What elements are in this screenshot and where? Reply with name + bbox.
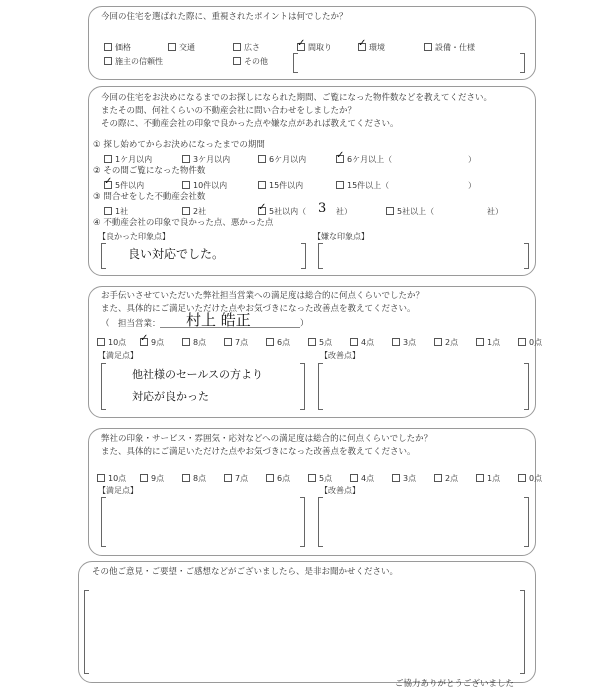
- checkbox[interactable]: [182, 207, 190, 215]
- staff-name-handwritten: 村上 皓正: [186, 311, 251, 329]
- checkbox[interactable]: [336, 181, 344, 189]
- staff-score-0[interactable]: [97, 337, 126, 348]
- choice-option-label: 環境: [369, 43, 385, 52]
- checkbox[interactable]: [104, 155, 112, 163]
- count-option-label: 5件以内: [115, 181, 145, 190]
- choice-option-1[interactable]: [168, 42, 195, 53]
- checkbox[interactable]: [434, 338, 442, 346]
- choice-option-5[interactable]: [424, 42, 475, 53]
- other-bracket-right: [520, 53, 525, 73]
- staff-score-3[interactable]: [224, 337, 248, 348]
- company-score-label: 6点: [277, 474, 291, 483]
- period-option-label: 3ケ月以内: [193, 155, 231, 164]
- checkbox[interactable]: [350, 338, 358, 346]
- section1-question: 今回の住宅を選ばれた際に、重視されたポイントは何でしたか？: [101, 12, 348, 22]
- staff-score-label: 1点: [487, 338, 501, 347]
- count-option-label: 15件以内: [269, 181, 304, 190]
- checkbox[interactable]: [182, 181, 190, 189]
- checkbox[interactable]: [140, 338, 148, 346]
- checkbox[interactable]: [104, 57, 112, 65]
- s3-improve-bracket-left: [318, 363, 323, 410]
- company-score-label: 8点: [193, 474, 207, 483]
- company-score-2[interactable]: [182, 473, 206, 484]
- s4-satisfied-label: 【満足点】: [98, 486, 138, 495]
- company-score-8[interactable]: [434, 473, 458, 484]
- company-score-5[interactable]: [308, 473, 332, 484]
- s3-satisfied-handwritten-1: 他社様のセールスの方より: [132, 368, 264, 381]
- checkbox[interactable]: [182, 338, 190, 346]
- staff-score-label: 0点: [529, 338, 543, 347]
- checkbox[interactable]: [168, 43, 176, 51]
- staff-score-10[interactable]: [518, 337, 542, 348]
- period-option-label: 6ケ月以内: [269, 155, 307, 164]
- company-score-1[interactable]: [140, 473, 164, 484]
- q3-unit-1: 社）: [336, 207, 352, 216]
- count-option-label: 15件以上（: [347, 181, 390, 190]
- checkbox[interactable]: [233, 57, 241, 65]
- company-option-3[interactable]: [386, 206, 434, 217]
- section3-intro-1: お手伝いさせていただいた弊社担当営業への満足度は総合的に何点くらいでしたか？: [101, 291, 425, 301]
- choice-option-label: 広さ: [244, 43, 260, 52]
- period-option-label: 6ケ月以上（: [347, 155, 393, 164]
- company-score-label: 10点: [108, 474, 127, 483]
- s4-improve-label: 【改善点】: [320, 486, 360, 495]
- bad-impression-label: 【嫌な印象点】: [313, 232, 369, 241]
- good-bracket-right: [301, 243, 306, 269]
- s3-satisfied-bracket-right: [300, 363, 305, 410]
- choice-option-label: 施主の信頼性: [115, 57, 163, 66]
- choice-option-label: 間取り: [308, 43, 332, 52]
- checkbox[interactable]: [392, 474, 400, 482]
- checkbox[interactable]: [297, 43, 305, 51]
- staff-score-4[interactable]: [266, 337, 290, 348]
- checkbox[interactable]: [224, 338, 232, 346]
- company-option-2[interactable]: [258, 206, 306, 217]
- company-score-label: 5点: [319, 474, 333, 483]
- s3-satisfied-label: 【満足点】: [98, 351, 138, 360]
- staff-score-label: 10点: [108, 338, 127, 347]
- company-score-7[interactable]: [392, 473, 416, 484]
- checkbox[interactable]: [258, 207, 266, 215]
- staff-name-underline: [160, 327, 300, 328]
- period-option-label: 1ケ月以内: [115, 155, 153, 164]
- company-score-3[interactable]: [224, 473, 248, 484]
- staff-prefix: （ 担当営業：: [101, 319, 161, 329]
- good-impression-label: 【良かった印象点】: [98, 232, 170, 241]
- count-option-1[interactable]: [182, 180, 227, 191]
- choice-option-2[interactable]: [233, 42, 260, 53]
- checkbox[interactable]: [392, 338, 400, 346]
- checkbox[interactable]: [266, 338, 274, 346]
- period-option-1[interactable]: [182, 154, 230, 165]
- choice-option-0[interactable]: [104, 42, 131, 53]
- count-option-label: 10件以内: [193, 181, 228, 190]
- checkbox[interactable]: [308, 474, 316, 482]
- checkbox[interactable]: [104, 181, 112, 189]
- other-bracket-left: [293, 53, 298, 73]
- s4-satisfied-bracket-left: [101, 497, 106, 547]
- staff-score-2[interactable]: [182, 337, 206, 348]
- staff-score-label: 3点: [403, 338, 417, 347]
- good-impression-handwritten: 良い対応でした。: [128, 247, 225, 261]
- company-option-1[interactable]: [182, 206, 206, 217]
- checkbox[interactable]: [350, 474, 358, 482]
- company-score-4[interactable]: [266, 473, 290, 484]
- checkbox[interactable]: [104, 207, 112, 215]
- section2-intro-2: またその間、何社くらいの不動産会社に問い合わせをしましたか？: [101, 106, 357, 116]
- section4-intro-2: また、具体的にご満足いただけた点やお気づきになった改善点を教えてください。: [101, 447, 416, 457]
- staff-score-label: 5点: [319, 338, 333, 347]
- checkbox[interactable]: [424, 43, 432, 51]
- company-score-label: 9点: [151, 474, 165, 483]
- q1-close: ）: [468, 155, 476, 164]
- staff-score-label: 7点: [235, 338, 249, 347]
- checkbox[interactable]: [97, 338, 105, 346]
- checkbox[interactable]: [518, 474, 526, 482]
- footer-thanks: ご協力ありがとうございました: [395, 679, 515, 689]
- section2-intro-3: その際に、不動産会社の印象で良かった点や嫌な点があれば教えてください。: [101, 119, 399, 129]
- staff-score-6[interactable]: [350, 337, 374, 348]
- section4-intro-1: 弊社の印象・サービス・雰囲気・応対などへの満足度は総合的に何点くらいでしたか？: [101, 434, 433, 444]
- s4-improve-bracket-right: [524, 497, 529, 547]
- count-option-3[interactable]: [336, 180, 389, 191]
- checkbox[interactable]: [182, 155, 190, 163]
- staff-score-label: 8点: [193, 338, 207, 347]
- company-score-0[interactable]: [97, 473, 126, 484]
- company-score-label: 1点: [487, 474, 501, 483]
- checkbox[interactable]: [258, 155, 266, 163]
- company-option-label: 1社: [115, 207, 129, 216]
- company-score-label: 7点: [235, 474, 249, 483]
- bad-bracket-right: [524, 243, 529, 269]
- checkbox[interactable]: [336, 155, 344, 163]
- checkbox[interactable]: [233, 43, 241, 51]
- checkbox[interactable]: [308, 338, 316, 346]
- checkbox[interactable]: [386, 207, 394, 215]
- company-score-9[interactable]: [476, 473, 500, 484]
- staff-score-7[interactable]: [392, 337, 416, 348]
- company-score-6[interactable]: [350, 473, 374, 484]
- choice-option-label: その他: [244, 57, 268, 66]
- company-option-0[interactable]: [104, 206, 128, 217]
- staff-score-label: 9点: [151, 338, 165, 347]
- staff-score-label: 6点: [277, 338, 291, 347]
- s3-improve-label: 【改善点】: [320, 351, 360, 360]
- comments-bracket-right: [520, 590, 525, 674]
- staff-score-label: 2点: [445, 338, 459, 347]
- comments-bracket-left: [84, 590, 89, 674]
- checkbox[interactable]: [266, 474, 274, 482]
- q3-label: ③ 問合せをした不動産会社数: [93, 192, 206, 202]
- q2-close: ）: [468, 181, 476, 190]
- checkbox[interactable]: [358, 43, 366, 51]
- s3-satisfied-bracket-left: [101, 363, 106, 410]
- company-score-10[interactable]: [518, 473, 542, 484]
- checkbox[interactable]: [97, 474, 105, 482]
- period-option-3[interactable]: [336, 154, 392, 165]
- company-option-label: 5社以内（: [269, 207, 307, 216]
- company-score-label: 4点: [361, 474, 375, 483]
- staff-score-5[interactable]: [308, 337, 332, 348]
- choice-option-label: 設備・仕様: [435, 43, 475, 52]
- checkbox[interactable]: [258, 181, 266, 189]
- company-score-label: 2点: [445, 474, 459, 483]
- staff-score-1[interactable]: [140, 337, 164, 348]
- count-option-0[interactable]: [104, 180, 144, 191]
- s4-satisfied-bracket-right: [300, 497, 305, 547]
- good-bracket-left: [101, 243, 106, 269]
- company-option-label: 2社: [193, 207, 207, 216]
- company-score-label: 0点: [529, 474, 543, 483]
- choice-option-4[interactable]: [358, 42, 385, 53]
- staff-suffix: ）: [300, 319, 309, 329]
- choice-option-7[interactable]: [233, 56, 268, 67]
- bad-bracket-left: [318, 243, 323, 269]
- checkbox[interactable]: [476, 474, 484, 482]
- section2-intro-1: 今回の住宅をお決めになるまでのお探しになられた期間、ご覧になった物件数などを教えてください。: [101, 93, 493, 103]
- company-option-label: 5社以上（: [397, 207, 435, 216]
- choice-option-label: 交通: [179, 43, 195, 52]
- staff-score-label: 4点: [361, 338, 375, 347]
- checkbox[interactable]: [140, 474, 148, 482]
- staff-score-9[interactable]: [476, 337, 500, 348]
- checkbox[interactable]: [104, 43, 112, 51]
- q4-label: ④ 不動産会社の印象で良かった点、悪かった点: [93, 218, 274, 228]
- checkbox[interactable]: [224, 474, 232, 482]
- company-score-label: 3点: [403, 474, 417, 483]
- section3-intro-2: また、具体的にご満足いただけた点やお気づきになった改善点を教えてください。: [101, 304, 416, 314]
- q3-unit-2: 社）: [487, 207, 503, 216]
- s3-improve-bracket-right: [524, 363, 529, 410]
- checkbox[interactable]: [434, 474, 442, 482]
- checkbox[interactable]: [182, 474, 190, 482]
- count-option-2[interactable]: [258, 180, 303, 191]
- period-option-2[interactable]: [258, 154, 306, 165]
- choice-option-3[interactable]: [297, 42, 332, 53]
- period-option-0[interactable]: [104, 154, 152, 165]
- checkbox[interactable]: [518, 338, 526, 346]
- q3-handwritten-count: 3: [318, 201, 327, 216]
- s4-improve-bracket-left: [318, 497, 323, 547]
- section-other-comments: [78, 561, 536, 683]
- choice-option-label: 価格: [115, 43, 131, 52]
- checkbox[interactable]: [476, 338, 484, 346]
- q1-label: ① 探し始めてからお決めになったまでの期間: [93, 140, 265, 150]
- staff-score-8[interactable]: [434, 337, 458, 348]
- s3-satisfied-handwritten-2: 対応が良かった: [132, 390, 209, 403]
- choice-option-6[interactable]: [104, 56, 163, 67]
- section5-question: その他ご意見・ご要望・ご感想などがございましたら、是非お聞かせください。: [92, 567, 399, 577]
- q2-label: ② その間ご覧になった物件数: [93, 166, 206, 176]
